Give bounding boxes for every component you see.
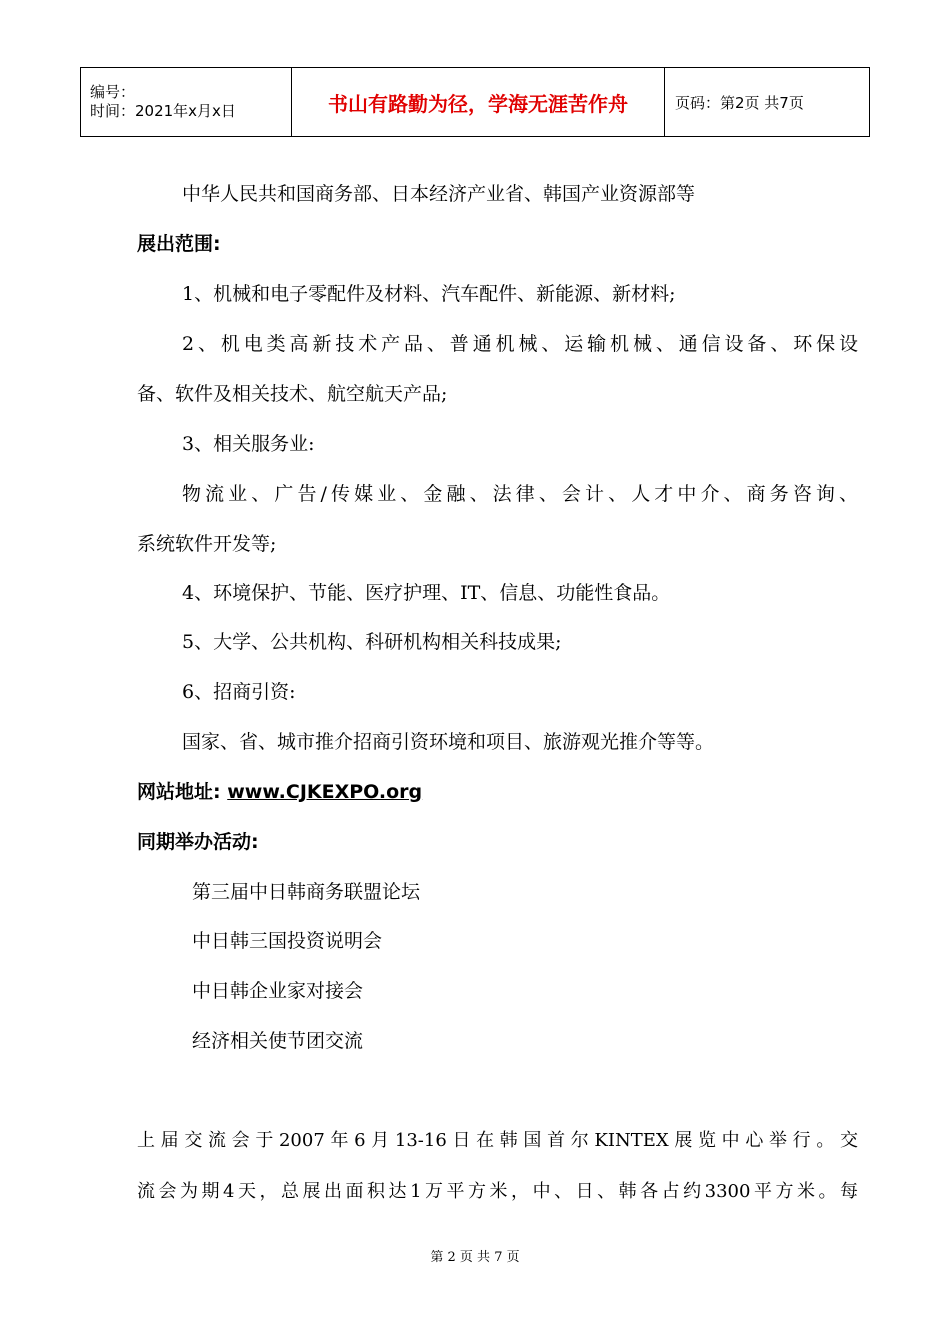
scope-item-4: 4、环境保护、节能、医疗护理、IT、信息、功能性食品。 [182, 582, 671, 604]
scope-item-2-line1: 2、机电类高新技术产品、普通机械、运输机械、通信设备、环保设 [182, 333, 858, 355]
organizers-text: 中华人民共和国商务部、日本经济产业省、韩国产业资源部等 [182, 183, 696, 205]
scope-item-1: 1、机械和电子零配件及材料、汽车配件、新能源、新材料; [182, 283, 676, 305]
activities-title: 同期举办活动: [137, 831, 259, 853]
header-motto: 书山有路勤为径，学海无涯苦作舟 [292, 68, 665, 137]
scope-item-6: 6、招商引资: [182, 681, 296, 703]
time-label: 时间：2021年x月x日 [90, 102, 236, 120]
scope-item-6-detail: 国家、省、城市推介招商引资环境和项目、旅游观光推介等等。 [182, 731, 715, 753]
activity-item: 中日韩三国投资说明会 [192, 930, 383, 952]
previous-event-line2: 流会为期4天，总展出面积达1万平方米，中、日、韩各占约3300平方米。每 [137, 1181, 858, 1202]
previous-event-line1: 上届交流会于2007年6月13-16日在韩国首尔KINTEX展览中心举行。交 [137, 1130, 858, 1151]
page-footer: 第 2 页 共 7 页 [430, 1250, 520, 1265]
scope-title: 展出范围: [137, 233, 221, 255]
scope-item-5: 5、大学、公共机构、科研机构相关科技成果; [182, 631, 562, 653]
activity-item: 第三届中日韩商务联盟论坛 [192, 881, 421, 903]
scope-item-3-detail-line2: 系统软件开发等; [137, 533, 277, 555]
activity-item: 中日韩企业家对接会 [192, 980, 364, 1002]
header-page-info: 页码：第2页 共7页 [665, 68, 870, 137]
scope-item-3-detail-line1: 物流业、广告/传媒业、金融、法律、会计、人才中介、商务咨询、 [182, 483, 858, 505]
website-label: 网站地址: [137, 781, 228, 803]
scope-item-2-line2: 备、软件及相关技术、航空航天产品; [137, 383, 448, 405]
website-link[interactable]: www.CJKEXPO.org [227, 781, 423, 803]
header-meta-cell [81, 68, 292, 137]
activity-item: 经济相关使节团交流 [192, 1030, 364, 1052]
number-label: 编号： [90, 83, 136, 101]
website-row [137, 780, 422, 804]
header-table [80, 67, 870, 137]
scope-item-3: 3、相关服务业: [182, 433, 315, 455]
